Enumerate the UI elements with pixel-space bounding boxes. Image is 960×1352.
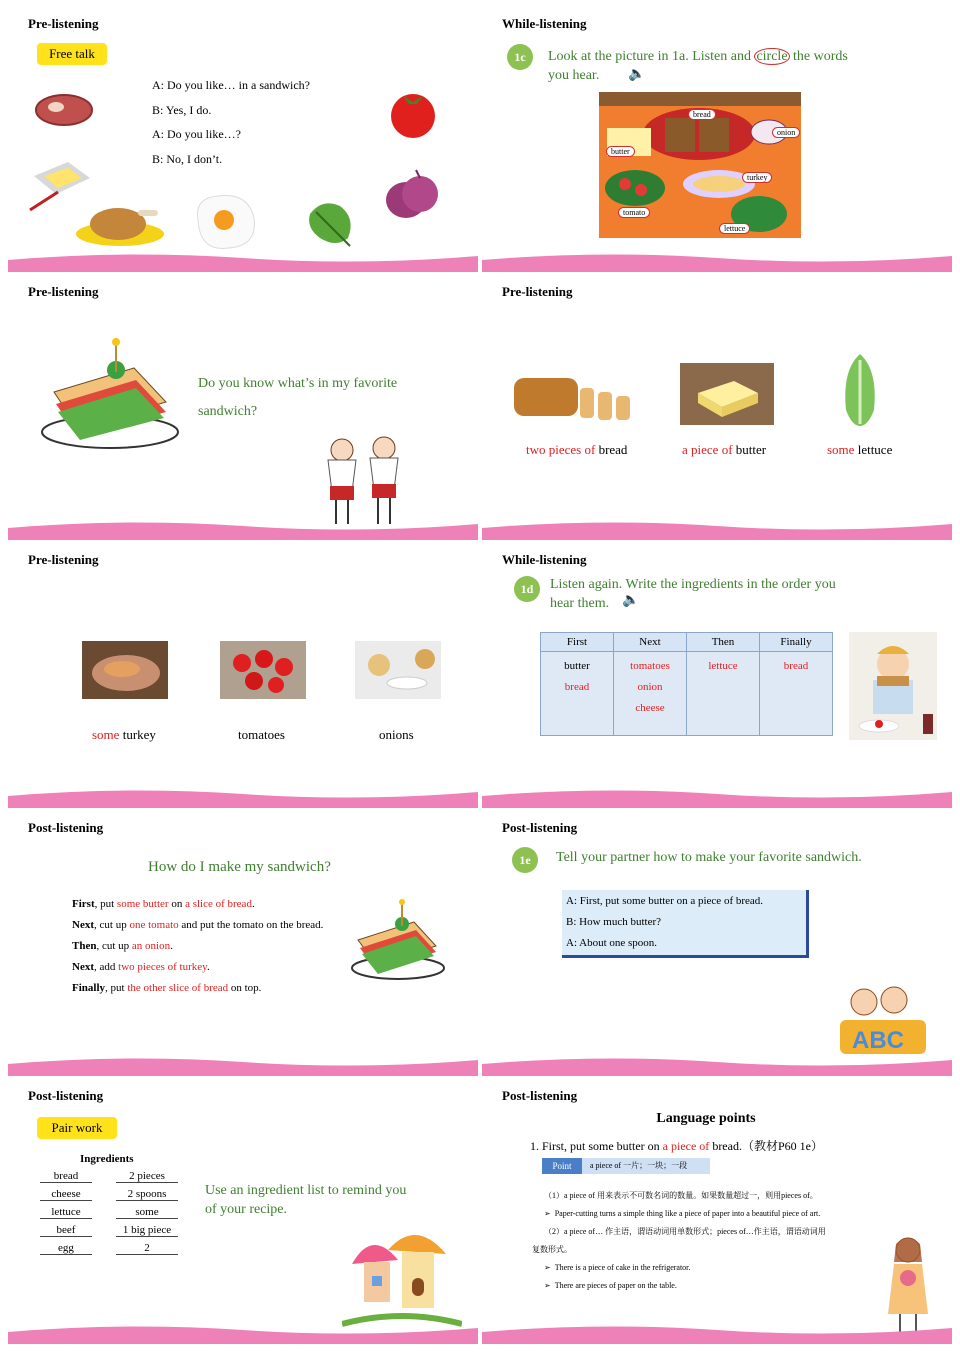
- step-text: , cut up: [94, 919, 130, 931]
- step-highlight: one tomato: [129, 919, 179, 931]
- instruction-line: hear them.: [550, 596, 610, 611]
- step-text: , put: [94, 898, 117, 910]
- food-text: turkey: [119, 727, 156, 742]
- lettuce-icon: [302, 194, 358, 250]
- circled-word: circle: [756, 49, 788, 64]
- pink-wave-decoration: [482, 518, 952, 540]
- example-line: ➢ There is a piece of cake in the refrigerator.: [544, 1263, 691, 1272]
- instruction-text: [550, 575, 836, 613]
- dialogue-line: A: First, put some butter on a piece of bread.: [566, 895, 764, 907]
- step-highlight: two pieces of turkey: [118, 961, 207, 973]
- kids-abc-illustration: [832, 984, 934, 1058]
- butter-block-icon: [680, 363, 774, 425]
- table-cell: [541, 652, 614, 736]
- instruction-line: Listen again. Write the ingredients in the order you: [550, 577, 836, 592]
- ingredient-name: cheese: [40, 1188, 92, 1201]
- step-keyword: Then: [72, 940, 97, 952]
- slide-7: [8, 810, 478, 1076]
- fried-egg-icon: [188, 190, 260, 254]
- slide-title: Pre-listening: [502, 284, 573, 299]
- example-text: There are pieces of paper on the table.: [554, 1281, 677, 1290]
- slide-4: [482, 274, 952, 540]
- exercise-badge: 1e: [512, 847, 538, 873]
- slide-title: While-listening: [502, 552, 587, 567]
- dialogue-line: B: Yes, I do.: [152, 103, 212, 117]
- free-talk-button[interactable]: Free talk: [37, 43, 107, 65]
- step-line: [72, 915, 323, 936]
- butter-photo: [680, 363, 774, 425]
- point-highlight: a piece of: [662, 1139, 710, 1153]
- step-keyword: Next: [72, 919, 94, 931]
- item-caption: [682, 442, 766, 458]
- step-line: [72, 936, 323, 957]
- slide-title: Post-listening: [502, 1088, 578, 1103]
- steps-list: [72, 894, 323, 999]
- point-tag: Point: [542, 1158, 582, 1174]
- step-highlight: a slice of bread: [185, 898, 252, 910]
- pink-wave-decoration: [8, 1322, 478, 1344]
- step-text: and put the tomato on the bread.: [178, 919, 324, 931]
- ingredient-qty: 1 big piece: [116, 1224, 178, 1237]
- pink-wave-decoration: [8, 786, 478, 808]
- cell-value: butter: [564, 660, 590, 672]
- lettuce-head-icon: [838, 350, 882, 430]
- cell-value: lettuce: [708, 660, 738, 672]
- item-caption: [92, 727, 156, 743]
- food-text: butter: [732, 442, 767, 457]
- column-header: Then: [687, 633, 760, 652]
- instruction-part: the words: [789, 49, 848, 64]
- food-text: tomatoes: [238, 727, 285, 742]
- tomatoes-icon: [220, 641, 306, 699]
- sliced-turkey-icon: [82, 641, 168, 699]
- step-text: .: [170, 940, 173, 952]
- order-table: [540, 632, 833, 736]
- example-text: Paper-cutting turns a simple thing like a piece of paper into a beautiful piece of art.: [554, 1209, 821, 1218]
- ingredient-name: bread: [40, 1170, 92, 1183]
- question-text: [198, 370, 397, 426]
- example-text: There is a piece of cake in the refrigerator.: [554, 1263, 691, 1272]
- ingredient-name: beef: [40, 1224, 92, 1237]
- dialogue-line: B: No, I don’t.: [152, 152, 223, 166]
- slide-title: Pre-listening: [28, 552, 99, 567]
- exercise-badge: 1c: [507, 44, 533, 70]
- explanation-line: （1）a piece of 用来表示不可数名词的数量。如果数量超过一，则用pieces of。: [544, 1191, 818, 1200]
- onions-photo: [355, 641, 441, 699]
- exercise-badge: 1d: [514, 576, 540, 602]
- ingredient-qty: some: [116, 1206, 178, 1219]
- step-text: on top.: [228, 982, 262, 994]
- ingredient-qty: 2: [116, 1242, 178, 1255]
- point-text: bread.（教材P60 1e）: [709, 1139, 823, 1153]
- table-cell: [760, 652, 833, 736]
- pink-wave-decoration: [482, 1054, 952, 1076]
- example-line: ➢ There are pieces of paper on the table.: [544, 1281, 677, 1290]
- food-text: onions: [379, 727, 414, 742]
- note-line: Use an ingredient list to remind you: [205, 1183, 407, 1198]
- steak-icon: [32, 86, 96, 130]
- onions-icon: [355, 641, 441, 699]
- dialogue-line: B: How much butter?: [566, 916, 662, 928]
- tomato-icon: [386, 86, 440, 140]
- food-text: bread: [595, 442, 628, 457]
- word-label: bread: [688, 109, 716, 120]
- step-highlight: the other slice of bread: [127, 982, 229, 994]
- point-text: 1. First, put some butter on: [530, 1139, 663, 1153]
- two-girls-illustration: [318, 434, 414, 526]
- step-highlight: an onion: [131, 940, 171, 952]
- step-line: [72, 978, 323, 999]
- pink-wave-decoration: [8, 518, 478, 540]
- explanation-line: 复数形式。: [532, 1245, 572, 1254]
- note-line: of your recipe.: [205, 1202, 288, 1217]
- quantity-text: some: [827, 442, 855, 457]
- column-header: First: [541, 633, 614, 652]
- dialogue-line: A: About one spoon.: [566, 937, 658, 949]
- ingredient-name: egg: [40, 1242, 92, 1255]
- step-keyword: Next: [72, 961, 94, 973]
- dialogue-box: [562, 890, 809, 958]
- quantity-text: a piece of: [682, 442, 733, 457]
- instruction-text: Tell your partner how to make your favorite sandwich.: [556, 850, 862, 865]
- section-heading: Language points: [656, 1111, 756, 1126]
- pair-work-button[interactable]: Pair work: [37, 1117, 117, 1139]
- speaker-icon[interactable]: 🔈: [628, 67, 646, 82]
- slide-1: [8, 6, 478, 272]
- item-caption: [379, 727, 414, 743]
- word-label: onion: [772, 127, 800, 138]
- section-heading: How do I make my sandwich?: [148, 859, 331, 875]
- quantity-text: some: [92, 727, 120, 742]
- item-caption: [238, 727, 285, 743]
- point-definition: a piece of 一片；一块；一段: [590, 1161, 688, 1170]
- slide-title: Post-listening: [28, 820, 104, 835]
- explanation-line: （2）a piece of… 作主语，谓语动词用单数形式；pieces of…作主语，谓语动词用: [544, 1227, 826, 1236]
- word-label: lettuce: [719, 223, 750, 234]
- question-line: sandwich?: [198, 404, 258, 419]
- step-text: , cut up: [96, 940, 132, 952]
- column-header: Next: [614, 633, 687, 652]
- ingredient-qty: 2 spoons: [116, 1188, 178, 1201]
- dialogue-line: A: Do you like… in a sandwich?: [152, 78, 310, 92]
- boy-eating-photo: [849, 632, 937, 740]
- example-line: ➢ Paper-cutting turns a simple thing like a piece of paper into a beautiful piece of art.: [544, 1209, 821, 1218]
- slide-title: Pre-listening: [28, 284, 99, 299]
- instruction-text: [548, 47, 908, 85]
- ingredients-title: Ingredients: [80, 1153, 134, 1165]
- speaker-icon[interactable]: 🔈: [622, 593, 640, 608]
- pink-wave-decoration: [8, 1054, 478, 1076]
- mushroom-houses-illustration: [342, 1224, 462, 1336]
- pink-wave-decoration: [482, 1322, 952, 1344]
- slide-title: Pre-listening: [28, 16, 99, 31]
- slide-10: [482, 1078, 952, 1344]
- note-text: [205, 1181, 406, 1219]
- cell-value: bread: [783, 660, 809, 672]
- step-text: , add: [94, 961, 119, 973]
- pink-wave-decoration: [482, 250, 952, 272]
- step-text: on: [168, 898, 186, 910]
- slide-2: [482, 6, 952, 272]
- step-keyword: First: [72, 898, 95, 910]
- pink-wave-decoration: [8, 250, 478, 272]
- table-cell: [614, 652, 687, 736]
- cell-value: bread: [564, 681, 590, 693]
- slide-3: [8, 274, 478, 540]
- turkey-photo: [82, 641, 168, 699]
- word-label: butter: [606, 146, 635, 157]
- column-header: Finally: [760, 633, 833, 652]
- onion-icon: [382, 164, 442, 224]
- step-line: [72, 894, 323, 915]
- question-line: Do you know what’s in my favorite: [198, 376, 398, 391]
- abc-letters: ABC: [852, 1027, 904, 1054]
- food-text: lettuce: [854, 442, 893, 457]
- instruction-part: Look at the picture in 1a. Listen and: [548, 49, 755, 64]
- step-text: .: [251, 898, 255, 910]
- slide-title: Post-listening: [28, 1088, 104, 1103]
- slide-9: [8, 1078, 478, 1344]
- ingredient-qty: 2 pieces: [116, 1170, 178, 1183]
- ingredient-name: lettuce: [40, 1206, 92, 1219]
- cell-value: tomatoes: [630, 660, 670, 672]
- slide-title: Post-listening: [502, 820, 578, 835]
- slide-title: While-listening: [502, 16, 587, 31]
- step-highlight: some butter: [116, 898, 169, 910]
- sandwich-icon: [38, 332, 184, 452]
- cell-value: onion: [637, 681, 663, 693]
- language-point: [530, 1137, 823, 1154]
- step-keyword: Finally: [72, 982, 106, 994]
- pink-wave-decoration: [482, 786, 952, 808]
- bread-loaf-icon: [510, 366, 638, 426]
- step-text: , put: [105, 982, 128, 994]
- tomatoes-photo: [220, 641, 306, 699]
- item-caption: [827, 442, 892, 458]
- item-caption: [526, 442, 627, 458]
- instruction-part: you hear.: [548, 68, 600, 83]
- word-label: turkey: [742, 172, 772, 183]
- dialogue-line: A: Do you like…?: [152, 127, 241, 141]
- slide-5: [8, 542, 478, 808]
- step-line: [72, 957, 323, 978]
- point-bar: [542, 1158, 710, 1174]
- step-text: .: [206, 961, 210, 973]
- cell-value: cheese: [635, 702, 665, 714]
- slide-6: [482, 542, 952, 808]
- word-label: tomato: [618, 207, 650, 218]
- roast-turkey-icon: [74, 196, 166, 248]
- sandwich-icon: [348, 896, 448, 982]
- slide-8: [482, 810, 952, 1076]
- quantity-text: two pieces of: [526, 442, 596, 457]
- table-cell: [687, 652, 760, 736]
